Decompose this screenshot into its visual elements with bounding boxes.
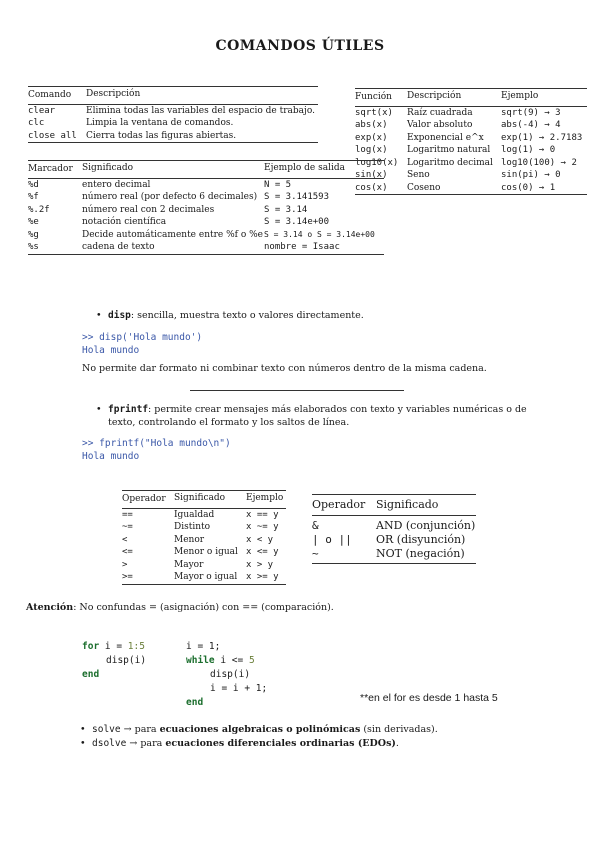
meaning-cell: AND (conjunción) (376, 519, 476, 532)
example-cell: x >= y (246, 571, 286, 584)
example-cell: abs(-4) → 4 (501, 120, 561, 131)
table-row (122, 521, 286, 534)
solve-bullet (92, 724, 438, 735)
table-row (312, 516, 476, 533)
meaning-cell: notación científica (82, 217, 167, 228)
example-cell: cos(0) → 1 (501, 182, 587, 195)
code-while-block (186, 640, 267, 710)
code-keyword: for (82, 641, 100, 652)
table-row (28, 178, 384, 191)
disp-bullet (108, 310, 364, 321)
command-cell: clc (28, 118, 45, 129)
description-cell: Logaritmo decimal (407, 157, 493, 168)
fprintf-description: : permite crear mensajes más elaborados con texto y variables numéricas o de (148, 404, 527, 415)
operador-table (122, 490, 286, 585)
function-cell: abs(x) (355, 120, 388, 131)
table-header: Función (355, 89, 407, 107)
code-keyword: end (82, 669, 100, 680)
meaning-cell: cadena de texto (82, 241, 264, 254)
page-title: COMANDOS ÚTILES (215, 38, 385, 54)
table-header: Comando (28, 87, 86, 105)
atencion-note (26, 602, 334, 613)
example-cell: log(1) → 0 (501, 145, 556, 156)
table-header: Ejemplo de salida (264, 161, 384, 179)
dsolve-rest: . (395, 738, 399, 749)
table-row (28, 204, 384, 217)
example-cell: sqrt(9) → 3 (501, 107, 561, 118)
table-header-row (355, 89, 587, 107)
operator-cell: >= (122, 571, 174, 584)
operator-cell: ~= (122, 522, 133, 533)
table-row (355, 119, 587, 132)
marker-cell: %e (28, 217, 39, 228)
meaning-cell: OR (disyunción) (376, 533, 466, 546)
output-cell: S = 3.14e+00 (264, 217, 330, 228)
code-line (82, 640, 146, 654)
atencion-text: : No confundas = (asignación) con == (comparación). (73, 602, 334, 613)
marker-cell: %.2f (28, 204, 50, 215)
meaning-cell: Mayor (174, 559, 204, 570)
table-header: Ejemplo (246, 491, 286, 509)
table-row (122, 571, 286, 584)
operator-cell: & (312, 519, 319, 532)
description-cell: Coseno (407, 182, 501, 195)
dsolve-arrow: → para (126, 738, 166, 749)
example-cell: sin(pi) → 0 (501, 170, 561, 181)
table-row (28, 130, 318, 143)
table-row (122, 546, 286, 559)
marker-cell: %f (28, 192, 39, 203)
operator-cell: > (122, 559, 128, 570)
solve-command: solve (92, 724, 121, 735)
description-cell: Seno (407, 170, 430, 181)
code-line: i = i + 1; (210, 683, 268, 694)
table-row (355, 157, 587, 170)
function-cell: sqrt(x) (355, 107, 393, 118)
table-header: Significado (82, 161, 264, 179)
table-header-row (28, 161, 384, 179)
disp-output: Hola mundo (82, 345, 140, 356)
disp-description: : sencilla, muestra texto o valores directamente. (130, 310, 364, 321)
code-for-block (82, 640, 146, 682)
meaning-cell: Distinto (174, 522, 211, 533)
table-row (355, 106, 587, 119)
table-row (28, 216, 384, 229)
description-cell: Exponencial e^x (407, 132, 484, 143)
code-keyword: end (186, 697, 204, 708)
code-number: 5 (248, 655, 255, 666)
disp-prompt: >> disp('Hola mundo') (82, 332, 203, 343)
meaning-cell: entero decimal (82, 179, 151, 190)
code-line: disp(i) (106, 655, 147, 666)
description-cell: Logaritmo natural (407, 145, 491, 156)
table-row (28, 229, 384, 242)
operator-cell: ~ (312, 547, 376, 564)
table-header: Significado (174, 491, 246, 509)
fprintf-description-cont: texto, controlando el formato y los saltos de línea. (108, 417, 350, 428)
table-row (355, 132, 587, 145)
marker-cell: %d (28, 179, 39, 190)
dsolve-bullet (92, 738, 399, 749)
operator-cell: <= (122, 547, 133, 558)
table-header: Ejemplo (501, 89, 587, 107)
table-row (122, 534, 286, 547)
code-text: i <= (214, 655, 249, 666)
function-cell: exp(x) (355, 132, 388, 143)
fprintf-keyword: fprintf (108, 404, 149, 415)
table-row (355, 144, 587, 157)
table-header: Operador (312, 495, 376, 516)
table-row (355, 169, 587, 182)
output-cell: N = 5 (264, 179, 292, 190)
table-header-row (28, 87, 318, 105)
table-row (28, 117, 318, 130)
fprintf-prompt: >> fprintf("Hola mundo\n") (82, 438, 231, 449)
dsolve-command: dsolve (92, 738, 127, 749)
table-row (312, 532, 476, 547)
description-cell: Raíz cuadrada (407, 107, 473, 118)
code-keyword: while (186, 655, 215, 666)
disp-keyword: disp (108, 310, 131, 321)
fprintf-bullet (108, 404, 527, 415)
description-cell: Valor absoluto (407, 120, 473, 131)
section-divider (190, 390, 404, 391)
solve-arrow: → para (120, 724, 160, 735)
example-cell: log10(100) → 2 (501, 157, 577, 168)
table-row (28, 241, 384, 254)
logico-table (312, 494, 476, 564)
code-line: i = 1; (186, 641, 221, 652)
output-cell: S = 3.14 o S = 3.14e+00 (264, 230, 375, 240)
function-cell: sin(x) (355, 170, 388, 181)
function-cell: cos(x) (355, 182, 407, 195)
example-cell: x > y (246, 559, 274, 570)
description-cell: Limpia la ventana de comandos. (86, 118, 234, 129)
example-cell: x ~= y (246, 522, 279, 533)
meaning-cell: número real con 2 decimales (82, 204, 215, 215)
example-cell: exp(1) → 2.7183 (501, 132, 583, 143)
table-header-row (122, 491, 286, 509)
meaning-cell: Mayor o igual (174, 571, 246, 584)
code-number: 1:5 (127, 641, 145, 652)
code-line (186, 654, 267, 668)
output-cell: S = 3.141593 (264, 192, 330, 203)
description-cell: Cierra todas las figuras abiertas. (86, 130, 318, 143)
code-text: i = (99, 641, 128, 652)
code-line: disp(i) (210, 669, 251, 680)
for-range-note: **en el for es desde 1 hasta 5 (360, 692, 498, 704)
table-row (122, 508, 286, 521)
comando-table (28, 86, 318, 143)
table-header-row (312, 495, 476, 516)
example-cell: x == y (246, 509, 279, 520)
marker-cell: %s (28, 241, 82, 254)
table-header: Operador (122, 491, 174, 509)
meaning-cell: Menor (174, 534, 205, 545)
solve-rest: (sin derivadas). (360, 724, 438, 735)
dsolve-bold: ecuaciones diferenciales ordinarias (EDOs) (165, 738, 396, 749)
table-row (355, 182, 587, 195)
table-header: Descripción (86, 87, 318, 105)
table-row (312, 547, 476, 564)
function-cell: log(x) (355, 145, 388, 156)
command-cell: close all (28, 130, 86, 143)
atencion-label: Atención (26, 602, 74, 613)
example-cell: x <= y (246, 547, 279, 558)
description-cell: Elimina todas las variables del espacio de trabajo. (86, 105, 315, 116)
output-cell: nombre = Isaac (264, 241, 384, 254)
meaning-cell: Igualdad (174, 509, 215, 520)
table-row (28, 191, 384, 204)
marcador-table (28, 160, 384, 255)
meaning-cell: Menor o igual (174, 547, 238, 558)
operator-cell: | o || (312, 533, 352, 546)
table-header: Marcador (28, 161, 82, 179)
marker-cell: %g (28, 229, 39, 240)
table-row (122, 559, 286, 572)
output-cell: S = 3.14 (264, 204, 308, 215)
table-header: Descripción (407, 89, 501, 107)
funcion-table (355, 88, 587, 195)
operator-cell: == (122, 509, 133, 520)
fprintf-output: Hola mundo (82, 451, 140, 462)
table-header: Significado (376, 495, 476, 516)
table-row (28, 104, 318, 117)
operator-cell: < (122, 534, 128, 545)
meaning-cell: número real (por defecto 6 decimales) (82, 192, 258, 203)
meaning-cell: NOT (negación) (376, 547, 476, 564)
meaning-cell: Decide automáticamente entre %f o %e (82, 229, 263, 240)
disp-note: No permite dar formato ni combinar texto con números dentro de la misma cadena. (82, 363, 487, 374)
example-cell: x < y (246, 534, 274, 545)
command-cell: clear (28, 105, 56, 116)
function-cell: log10(x) (355, 157, 399, 168)
solve-bold: ecuaciones algebraicas o polinómicas (159, 724, 361, 735)
